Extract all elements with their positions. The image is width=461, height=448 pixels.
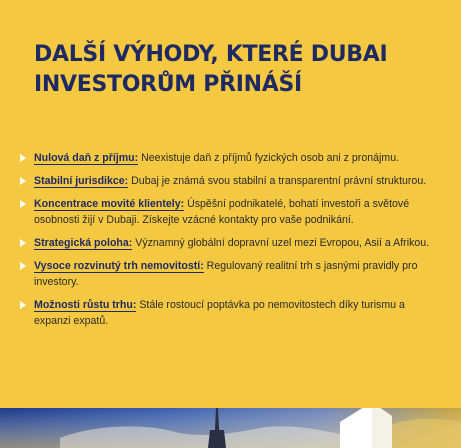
triangle-bullet-icon — [20, 154, 26, 162]
benefit-item-location — [20, 235, 440, 251]
headline-line-2: INVESTORŮM PŘINÁŠÍ — [34, 72, 302, 97]
page-headline — [34, 40, 434, 100]
benefit-item-growth — [20, 297, 440, 329]
benefit-term: Koncentrace movité klientely: — [34, 198, 185, 210]
triangle-bullet-icon — [20, 200, 26, 208]
benefit-text: Regulovaný realitní trh s jasnými pravidly pro investory. — [34, 260, 418, 288]
benefits-list — [20, 150, 440, 336]
benefit-term: Strategická poloha: — [34, 237, 133, 249]
triangle-bullet-icon — [20, 239, 26, 247]
benefit-text: Úspěšní podnikatelé, bohatí investoři a světové osobnosti žijí v Dubaji. Získejte vzácné kontakty pro vaše podnikání. — [34, 198, 410, 226]
triangle-bullet-icon — [20, 177, 26, 185]
triangle-bullet-icon — [20, 262, 26, 270]
benefit-text: Dubaj je známá svou stabilní a transparentní právní strukturou. — [128, 175, 427, 187]
benefit-text: Neexistuje daň z příjmů fyzických osob ani z pronájmu. — [138, 152, 400, 164]
benefit-term: Stabilní jurisdikce: — [34, 175, 129, 187]
benefit-text: Stále rostoucí poptávka po nemovitostech díky turismu a expanzi expatů. — [34, 299, 405, 327]
headline-line-1: DALŠÍ VÝHODY, KTERÉ DUBAI — [34, 42, 388, 67]
dubai-skyline-photo — [0, 408, 461, 448]
benefit-term: Vysoce rozvinutý trh nemovitostí: — [34, 260, 204, 272]
skyline-illustration — [0, 408, 461, 448]
benefit-term: Nulová daň z příjmu: — [34, 152, 139, 164]
benefit-item-jurisdiction — [20, 173, 440, 189]
benefit-text: Významný globální dopravní uzel mezi Evropou, Asií a Afrikou. — [132, 237, 430, 249]
white-triangle-shadow — [372, 408, 392, 448]
benefit-item-clientele — [20, 196, 440, 228]
triangle-bullet-icon — [20, 301, 26, 309]
benefit-item-tax — [20, 150, 440, 166]
tower-base — [208, 430, 226, 448]
benefit-item-real-estate — [20, 258, 440, 290]
benefit-term: Možnosti růstu trhu: — [34, 299, 137, 311]
